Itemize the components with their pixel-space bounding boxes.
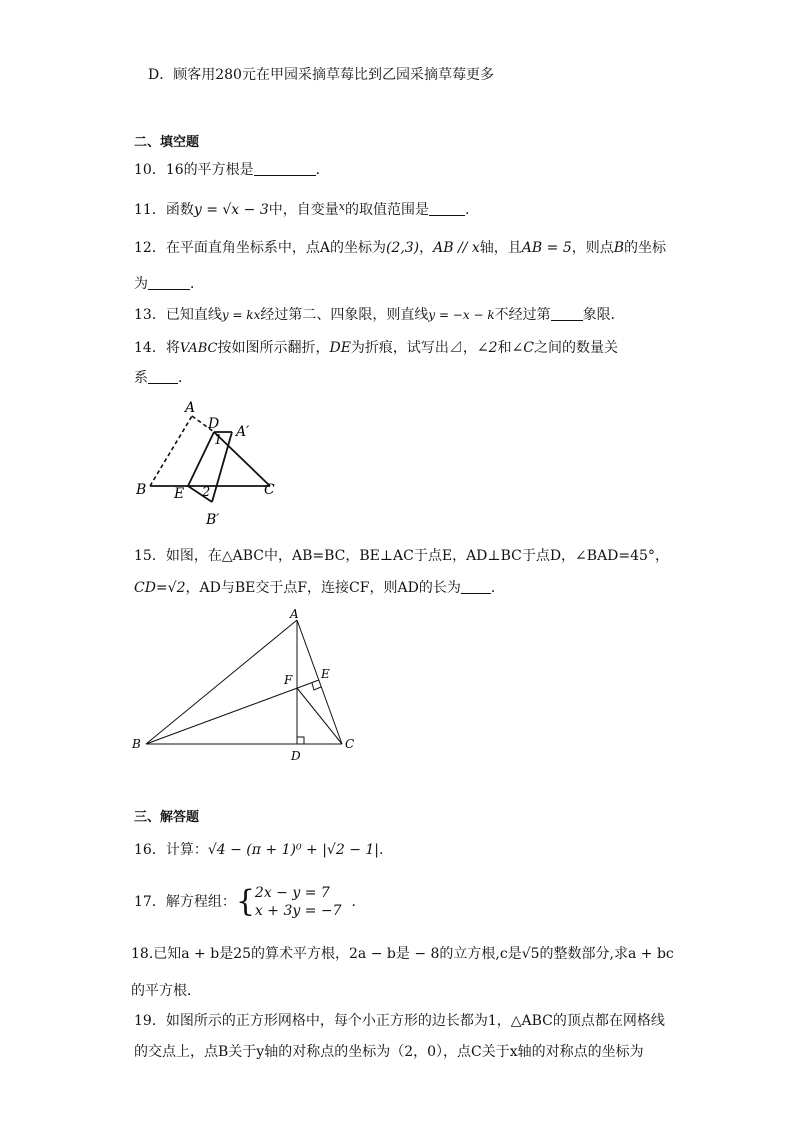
q19-line-1: 如图所示的正方形网格中，每个小正方形的边长都为1，△ABC的顶点都在网格线 <box>165 1013 665 1029</box>
q14-angle-c: ∠C <box>511 340 535 356</box>
q10-end: ． <box>315 162 330 178</box>
question-15-cont <box>134 578 505 598</box>
q17-eq-1: 2x − y = 7 <box>254 885 330 901</box>
q14-angle-1: ⊿ <box>448 340 463 356</box>
q14-text-4: ， <box>462 340 477 356</box>
fig14-label-2: 2 <box>202 485 211 500</box>
question-19 <box>134 1011 665 1031</box>
q18-line-1: 已知a + b是25的算术平方根，2a − b是 − 8的立方根,c是√5的整数部分,求a + bc <box>153 946 674 962</box>
q14-text-2: 按如图所示翻折， <box>217 340 330 356</box>
fig15-label-c: C <box>345 737 355 751</box>
question-12-cont <box>134 274 204 294</box>
fig15-right-angle-d <box>297 737 304 744</box>
q13-blank <box>551 306 583 321</box>
q18-line-2: 的平方根． <box>131 983 201 999</box>
q16-number: 16． <box>134 842 166 858</box>
q15-end: ． <box>490 580 505 596</box>
q14-angle-2: ∠2 <box>476 340 498 356</box>
fig14-label-c: C <box>264 482 275 498</box>
q17-number: 17． <box>134 894 166 910</box>
fig15-label-b: B <box>132 737 141 751</box>
q19-line-2: 的交点上，点B关于y轴的对称点的坐标为（2，0），点C关于x轴的对称点的坐标为 <box>134 1044 644 1060</box>
q12-text-2: ， <box>419 240 434 256</box>
fig15-label-d: D <box>291 749 301 763</box>
fig15-fc <box>297 688 342 744</box>
q16-end: . <box>379 842 384 858</box>
q14-text-3: 为折痕，试写出 <box>350 340 449 356</box>
q11-text-3: 的取值范围是 <box>344 202 429 218</box>
q14-end: ． <box>178 370 192 386</box>
q11-text-1: 函数 <box>165 202 194 218</box>
q12-length: AB = 5 <box>521 240 572 256</box>
q13-number: 13． <box>134 307 166 323</box>
q14-text-6: 之间的数量关 <box>534 340 619 356</box>
section-title-fill-blank: 二、填空题 <box>134 135 200 150</box>
q12-text-1: 在平面直角坐标系中，点A的坐标为 <box>165 240 386 256</box>
q14-fold-line: DE <box>329 340 351 356</box>
figure-q14 <box>130 396 290 536</box>
figure-q15 <box>130 606 370 766</box>
q15-number: 15． <box>134 548 166 564</box>
q10-text: 16的平方根是 <box>165 162 254 178</box>
fig15-right-angle-e <box>312 683 321 690</box>
q11-variable: x <box>338 200 345 213</box>
question-11 <box>134 197 469 220</box>
q12-text-3: 轴，且 <box>479 240 522 256</box>
q15-cd: CD=√2 <box>134 580 186 596</box>
q12-parallel: AB // x <box>433 240 480 256</box>
q16-text: 计算： <box>165 842 208 858</box>
q14-text-7: 系 <box>134 370 148 386</box>
question-10 <box>134 160 330 180</box>
q11-text-2: 中，自变量 <box>268 202 339 218</box>
question-16 <box>134 840 383 860</box>
q17-end: ． <box>351 894 366 910</box>
q11-number: 11． <box>134 202 166 218</box>
q17-system <box>255 884 342 920</box>
q14-number: 14． <box>134 340 166 356</box>
question-18-cont <box>131 981 201 1001</box>
fig15-label-e: E <box>321 667 330 681</box>
q14-text-1: 将 <box>165 340 180 356</box>
q12-text-4: ，则点 <box>571 240 614 256</box>
fig15-be <box>146 680 319 744</box>
fig14-label-1: 1 <box>214 433 223 448</box>
q16-expression: √4 − (π + 1)⁰ + |√2 − 1| <box>207 842 379 858</box>
fig14-dc <box>214 432 270 486</box>
q10-number: 10． <box>134 162 166 178</box>
q15-line-1: 如图，在△ABC中，AB=BC，BE⊥AC于点E，AD⊥BC于点D，∠BAD=45°， <box>165 548 669 564</box>
section-title-solve: 三、解答题 <box>134 810 200 825</box>
q12-coordinate: (2,3) <box>385 240 420 256</box>
fig14-label-b: B <box>136 482 147 498</box>
q11-blank <box>429 201 465 216</box>
q13-text-1: 已知直线 <box>165 307 222 323</box>
q11-end: . <box>464 202 470 218</box>
question-18 <box>131 944 674 964</box>
q14-triangle: VABC <box>179 341 218 356</box>
question-15 <box>134 546 669 566</box>
q17-text: 解方程组： <box>165 894 236 910</box>
q12-end: ． <box>190 276 204 292</box>
q10-blank <box>254 161 316 176</box>
fig14-label-a: A <box>185 400 196 416</box>
q15-blank <box>461 579 491 594</box>
question-12 <box>134 238 666 258</box>
question-14 <box>134 338 618 359</box>
q13-text-4: 象限． <box>582 307 625 323</box>
q12-point-b: B <box>613 240 625 256</box>
q17-eq-2: x + 3y = −7 <box>254 903 342 919</box>
q13-text-3: 不经过第 <box>494 307 551 323</box>
q11-expression: y = √x − 3 <box>193 202 269 218</box>
fig14-label-d: D <box>208 416 220 432</box>
q13-line-2: y = −x − k <box>428 308 495 322</box>
q18-number: 18. <box>131 946 154 962</box>
question-19-cont <box>134 1042 644 1062</box>
option-d: D．顾客用280元在甲园采摘草莓比到乙园采摘草莓更多 <box>148 67 494 83</box>
q12-blank <box>148 275 190 290</box>
q14-blank <box>148 369 178 384</box>
q12-number: 12． <box>134 240 166 256</box>
fig14-label-b-prime: B′ <box>206 512 220 528</box>
fig14-label-e: E <box>174 486 185 502</box>
question-17 <box>134 884 366 924</box>
q13-text-2: 经过第二、四象限，则直线 <box>260 307 429 323</box>
q17-brace: { <box>235 884 255 919</box>
fig14-label-a-prime: A′ <box>236 424 250 440</box>
fig15-label-f: F <box>284 673 293 687</box>
q12-text-6: 为 <box>134 276 148 292</box>
question-14-cont <box>134 368 192 388</box>
fig14-de <box>188 432 214 486</box>
q19-number: 19． <box>134 1013 166 1029</box>
fig15-ac <box>297 620 342 744</box>
q14-text-5: 和 <box>497 340 512 356</box>
fig14-dashed-ab <box>150 416 192 486</box>
q12-text-5: 的坐标 <box>624 240 667 256</box>
fig15-ab <box>146 620 297 744</box>
question-13 <box>134 305 625 325</box>
q13-line-1: y = kx <box>221 308 261 322</box>
q15-line-2: ，AD与BE交于点F，连接CF，则AD的长为 <box>185 580 461 596</box>
fig15-label-a: A <box>290 607 299 621</box>
